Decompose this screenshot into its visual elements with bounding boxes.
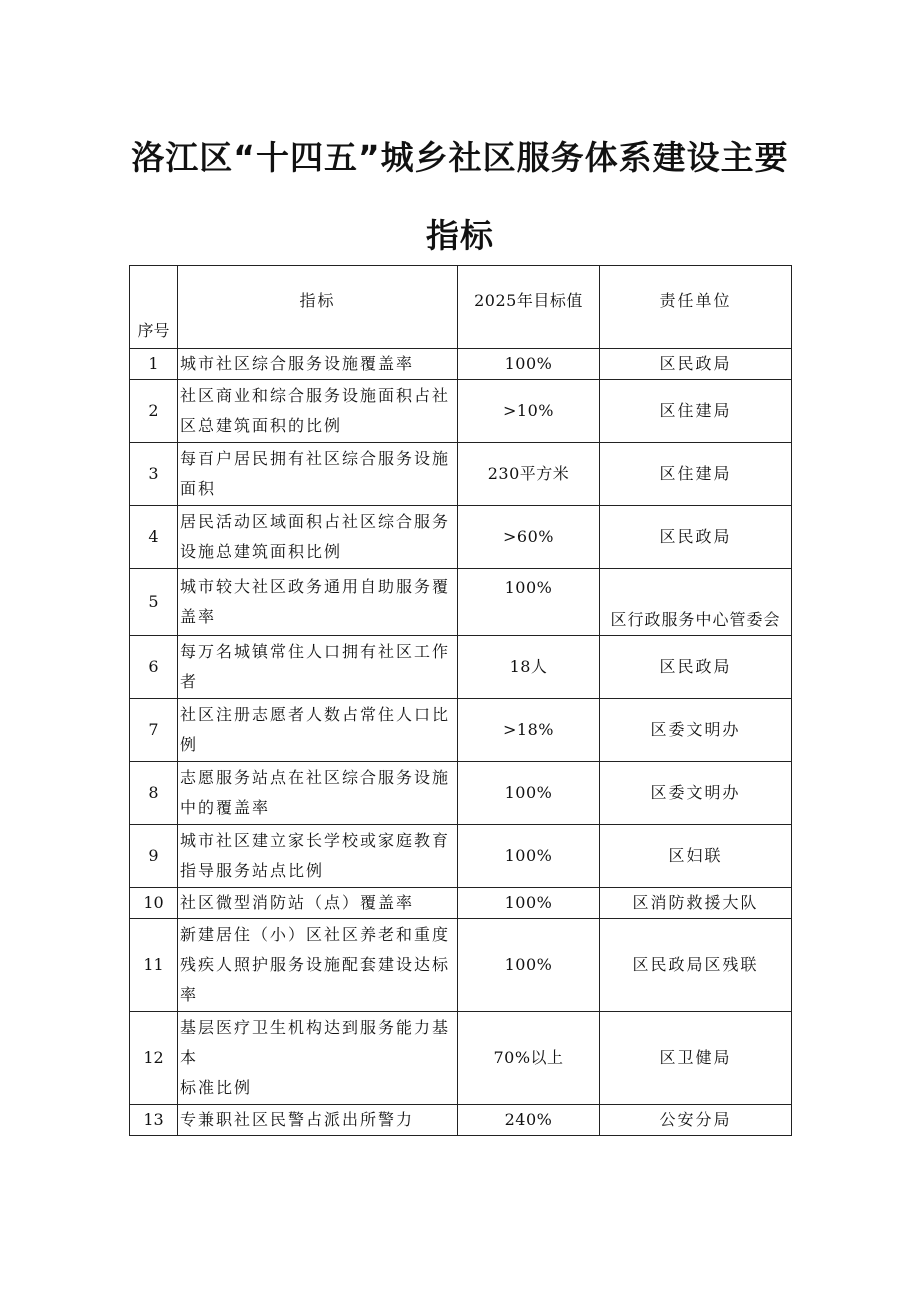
table-row — [130, 569, 792, 636]
row-target: 230平方米 — [458, 443, 600, 506]
row-indicator: 专兼职社区民警占派出所警力 — [178, 1105, 458, 1136]
table-row — [130, 506, 792, 569]
table-row — [130, 380, 792, 443]
row-no: 3 — [130, 443, 178, 506]
row-indicator: 社区微型消防站（点）覆盖率 — [178, 888, 458, 919]
page-title-line-1: 洛江区“十四五”城乡社区服务体系建设主要 — [131, 138, 789, 177]
row-indicator: 居民活动区域面积占社区综合服务设施总建筑面积比例 — [178, 506, 458, 569]
row-no: 5 — [130, 569, 178, 636]
row-no: 7 — [130, 699, 178, 762]
row-indicator: 城市社区建立家长学校或家庭教育指导服务站点比例 — [178, 825, 458, 888]
table-row — [130, 699, 792, 762]
row-unit: 区妇联 — [600, 825, 792, 888]
row-target: 100% — [458, 762, 600, 825]
row-unit: 区行政服务中心管委会 — [600, 569, 792, 636]
row-target: 100% — [458, 569, 600, 636]
row-no: 6 — [130, 636, 178, 699]
row-unit: 区卫健局 — [600, 1012, 792, 1105]
row-no: 1 — [130, 349, 178, 380]
row-no: 9 — [130, 825, 178, 888]
table-row — [130, 762, 792, 825]
table-row — [130, 919, 792, 1012]
row-indicator: 志愿服务站点在社区综合服务设施中的覆盖率 — [178, 762, 458, 825]
header-indicator: 指标 — [178, 266, 458, 349]
row-target: 70%以上 — [458, 1012, 600, 1105]
row-target: 240% — [458, 1105, 600, 1136]
header-unit: 责任单位 — [600, 266, 792, 349]
table-row — [130, 888, 792, 919]
row-unit: 区住建局 — [600, 380, 792, 443]
row-unit: 区民政局 — [600, 349, 792, 380]
row-no: 2 — [130, 380, 178, 443]
row-unit: 区民政局 — [600, 506, 792, 569]
row-indicator: 新建居住（小）区社区养老和重度残疾人照护服务设施配套建设达标率 — [178, 919, 458, 1012]
row-unit: 区委文明办 — [600, 699, 792, 762]
row-target: 100% — [458, 888, 600, 919]
row-target: 100% — [458, 349, 600, 380]
row-unit: 区民政局 — [600, 636, 792, 699]
table-row — [130, 349, 792, 380]
header-no: 序号 — [130, 266, 178, 349]
header-target: 2025年目标值 — [458, 266, 600, 349]
row-target: 18人 — [458, 636, 600, 699]
row-indicator: 城市社区综合服务设施覆盖率 — [178, 349, 458, 380]
row-target: >18% — [458, 699, 600, 762]
row-unit: 区消防救援大队 — [600, 888, 792, 919]
table-header-row — [130, 266, 792, 349]
row-indicator: 每百户居民拥有社区综合服务设施面积 — [178, 443, 458, 506]
row-target: >10% — [458, 380, 600, 443]
row-indicator: 社区商业和综合服务设施面积占社区总建筑面积的比例 — [178, 380, 458, 443]
row-indicator: 城市较大社区政务通用自助服务覆盖率 — [178, 569, 458, 636]
row-unit: 区委文明办 — [600, 762, 792, 825]
row-no: 10 — [130, 888, 178, 919]
row-no: 8 — [130, 762, 178, 825]
row-target: >60% — [458, 506, 600, 569]
row-no: 4 — [130, 506, 178, 569]
row-target: 100% — [458, 825, 600, 888]
table-row — [130, 1105, 792, 1136]
table-row — [130, 1012, 792, 1105]
row-indicator: 社区注册志愿者人数占常住人口比例 — [178, 699, 458, 762]
row-unit: 区民政局区残联 — [600, 919, 792, 1012]
indicators-table — [129, 265, 792, 1136]
table-row — [130, 825, 792, 888]
table-row — [130, 636, 792, 699]
row-no: 11 — [130, 919, 178, 1012]
row-unit: 公安分局 — [600, 1105, 792, 1136]
row-no: 13 — [130, 1105, 178, 1136]
row-target: 100% — [458, 919, 600, 1012]
row-indicator: 基层医疗卫生机构达到服务能力基本 标准比例 — [178, 1012, 458, 1105]
table-row — [130, 443, 792, 506]
row-indicator: 每万名城镇常住人口拥有社区工作者 — [178, 636, 458, 699]
row-no: 12 — [130, 1012, 178, 1105]
page-title-line-2: 指标 — [426, 216, 494, 255]
row-unit: 区住建局 — [600, 443, 792, 506]
